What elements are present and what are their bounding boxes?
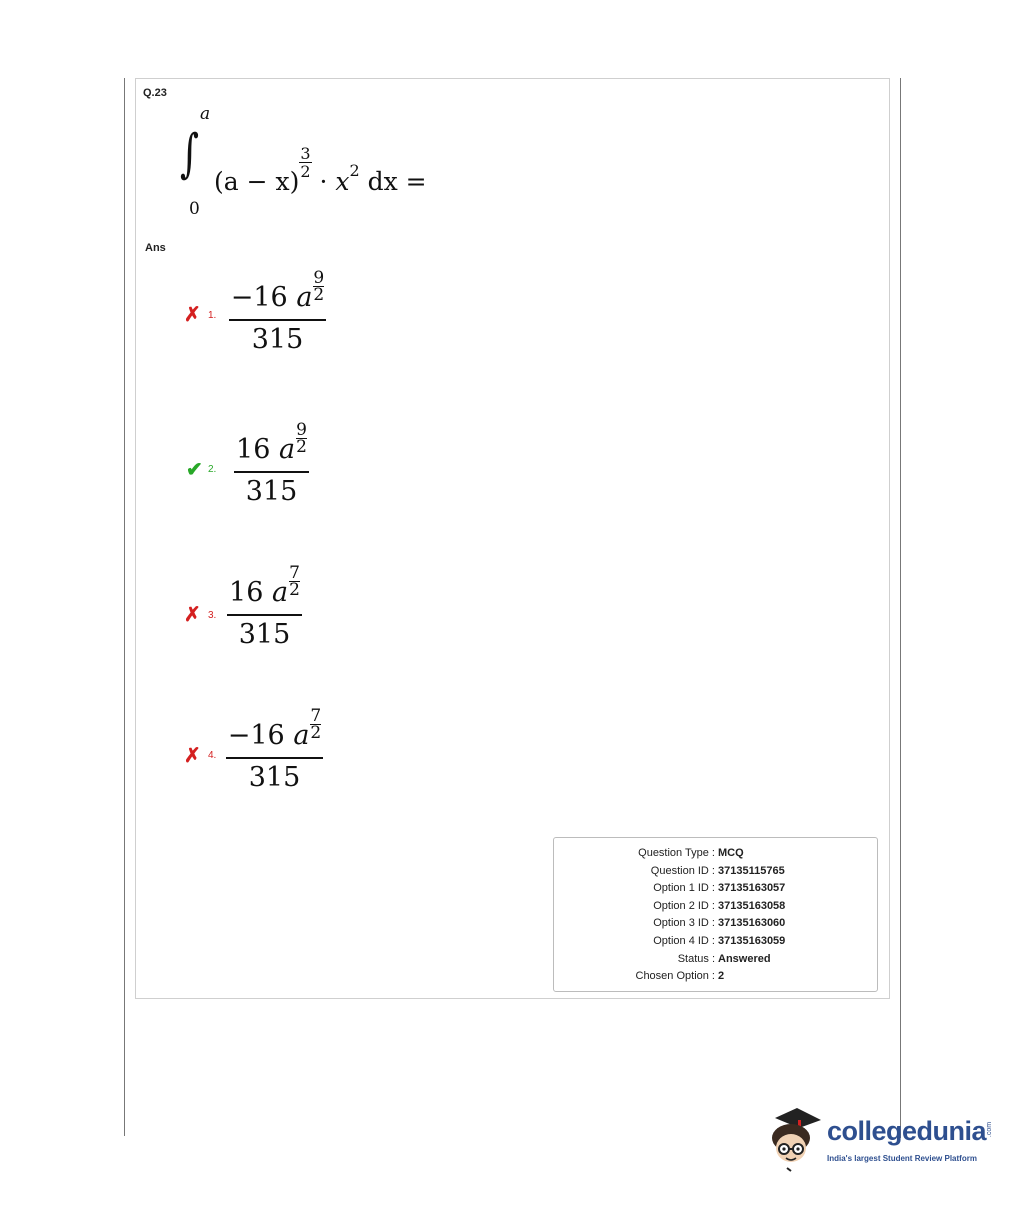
brand-tagline: India's largest Student Review Platform (827, 1154, 977, 1163)
info-option-1-id: Option 1 ID : 37135163057 (653, 882, 786, 894)
integrand-exponent: $\frac{3}{2}$ (300, 144, 311, 181)
collegedunia-logo[interactable] (765, 1104, 995, 1174)
integral-sign: ∫ (180, 124, 199, 184)
option-denominator: 315 (248, 762, 301, 793)
wrong-mark-icon: ✗ (184, 604, 201, 626)
info-option-2-id: Option 2 ID : 37135163058 (653, 900, 786, 912)
mascot-icon (765, 1104, 823, 1172)
fraction-bar (234, 471, 309, 473)
option-4-expression[interactable]: −16 a $\frac{7}{2}$ 315 (227, 706, 322, 793)
wrong-mark-icon: ✗ (184, 745, 201, 767)
info-question-type: Question Type : MCQ (638, 847, 744, 859)
info-chosen-option: Chosen Option : 2 (635, 970, 725, 982)
integrand-dot: · (311, 167, 336, 196)
option-number: 1. (208, 310, 217, 321)
option-2-expression[interactable]: 16 a $\frac{9}{2}$ 315 (234, 422, 309, 509)
wrong-mark-icon: ✗ (184, 304, 201, 326)
option-3-expression[interactable]: 16 a $\frac{7}{2}$ 315 (227, 565, 302, 652)
question-number: Q.23 (143, 87, 167, 99)
page-border-left (124, 78, 125, 1136)
info-option-3-id: Option 3 ID : 37135163060 (653, 917, 786, 929)
check-mark-icon: ✔ (186, 459, 203, 481)
option-denominator: 315 (245, 476, 298, 507)
brand-name: collegedunia (827, 1116, 987, 1146)
option-1-expression[interactable]: −16 a $\frac{9}{2}$ 315 (230, 268, 325, 355)
info-question-id: Question ID : 37135115765 (650, 865, 785, 877)
option-number: 3. (208, 610, 217, 621)
option-number: 4. (208, 750, 217, 761)
integrand-tail: dx = (359, 167, 427, 196)
brand-domain: .com (986, 1121, 994, 1138)
integrand-var: x (335, 167, 350, 196)
info-option-4-id: Option 4 ID : 37135163059 (653, 935, 786, 947)
integral-upper-limit: a (200, 104, 211, 124)
integrand-var-power: 2 (349, 161, 360, 180)
question-integrand (214, 145, 427, 196)
integrand-base: (a − x) (214, 167, 300, 196)
option-number: 2. (208, 464, 217, 475)
answer-label: Ans (145, 242, 166, 254)
info-status: Status : Answered (677, 953, 771, 965)
page-border-right (900, 78, 901, 1138)
fraction-bar (226, 757, 323, 759)
option-denominator: 315 (251, 324, 304, 355)
option-denominator: 315 (238, 619, 291, 650)
fraction-bar (227, 614, 302, 616)
fraction-bar (229, 319, 326, 321)
integral-lower-limit: 0 (189, 199, 200, 219)
